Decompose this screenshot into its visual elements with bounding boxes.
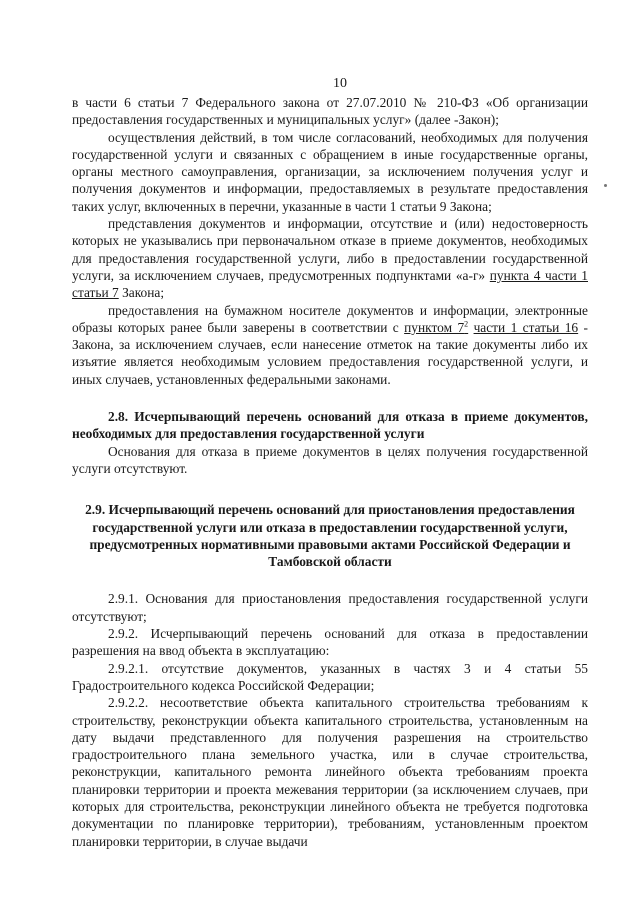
section-2-9-1: 2.9.1. Основания для приостановления предоставления государственной услуги отсутствуют; <box>72 591 588 624</box>
spacer <box>72 388 588 408</box>
paragraph-law-reference: в части 6 статьи 7 Федерального закона от 27.07.2010 № 210-ФЗ «Об организации предоставления государственных и муниципальных услуг» (далее -Закон); <box>72 95 588 128</box>
section-2-8-heading: 2.8. Исчерпывающий перечень оснований для отказа в приеме документов, необходимых для предоставления государственной услуги <box>72 409 588 442</box>
law-link-point-7-2[interactable] <box>404 320 468 335</box>
paragraph-documents <box>72 215 588 301</box>
paragraph-actions: осуществления действий, в том числе согласований, необходимых для получения государственной услуги и связанных с обращением в иные государственные органы, органы местного самоуправления, организации, за исключением получения услуг и получения документов и информации, предоставляемых в результате предоставления таких услуг, включенных в перечни, указанные в части 1 статьи 9 Закона; <box>72 129 588 214</box>
paragraph-documents-text: представления документов и информации, отсутствие и (или) недостоверность которых не указывались при первоначальном отказе в приеме документов, необходимых для предоставления государственной услуги, либо в предоставлении государственной услуги, за исключением случаев, предусмотренных подпунктами «а-г» <box>72 216 588 283</box>
section-2-9-2-1: 2.9.2.1. отсутствие документов, указанных в частях 3 и 4 статьи 55 Градостроительного кодекса Российской Федерации; <box>72 660 588 693</box>
paragraph-paper-tail: - Закона, за исключением случаев, если нанесение отметок на такие документы либо их изъятие является необходимым условием предоставления государственной услуги, и иных случаев, установленных федеральными законами. <box>72 319 588 387</box>
spacer <box>72 477 588 501</box>
law-link-article-7[interactable]: пункта 4 части 1 статьи 7 <box>72 267 588 301</box>
law-link-point-label: пунктом 7 <box>404 319 465 335</box>
paragraph-paper-text: предоставления на бумажном носителе документов и информации, электронные образы которых ранее были заверены в соответствии с <box>72 302 588 335</box>
section-2-9-2-2: 2.9.2.2. несоответствие объекта капитального строительства требованиям к строительству, реконструкции объекта капитального строительства, установленным на дату выдачи представленного для получения разрешения на строительство градостроительного плана земельного участка, или в случае строительства, реконструкции, капитального ремонта линейного объекта требованиям проекта планировки территории и проекта межевания территории (за исключением случаев, при которых для строительства, реконструкции линейного объекта не требуется подготовка документации по планировке территории), требованиям, установленным проектом планировки территории, в случае выдачи <box>72 695 588 849</box>
page-number: 10 <box>333 76 347 91</box>
paragraph-paper-documents <box>72 302 588 388</box>
law-link-point-superscript: 2 <box>464 319 469 329</box>
section-2-8-body: Основания для отказа в приеме документов в целях получения государственной услуги отсутствуют. <box>72 443 588 476</box>
scan-dot <box>604 184 607 187</box>
law-link-article-16[interactable]: части 1 статьи 16 <box>473 319 579 335</box>
section-2-9-heading: 2.9. Исчерпывающий перечень оснований для приостановления предоставления государственной услуги или отказа в предоставлении государственной услуги, предусмотренных нормативными правовыми актами Российской Федерации и Тамбовской области <box>85 502 575 570</box>
paragraph-documents-tail: Закона; <box>118 285 165 301</box>
document-body <box>72 94 588 850</box>
spacer <box>72 570 588 590</box>
section-2-9-2: 2.9.2. Исчерпывающий перечень оснований для отказа в предоставлении разрешения на ввод объекта в эксплуатацию: <box>72 626 588 659</box>
